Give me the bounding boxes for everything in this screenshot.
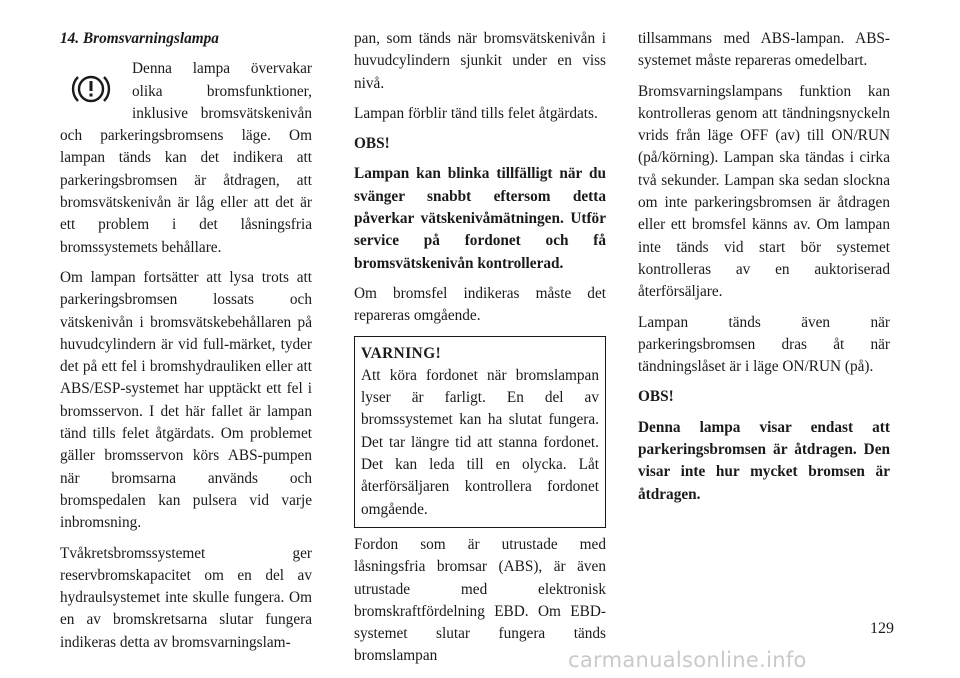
paragraph: Lampan tänds även när parkeringsbromsen dras åt när tändningslåset är i läge ON/RUN (på). (638, 313, 890, 376)
watermark: carmanualsonline.info (568, 648, 807, 672)
paragraph: tillsammans med ABS-lampan. ABS-systemet måste repareras omedelbart. (638, 30, 890, 70)
section-heading: 14. Bromsvarningslampa (60, 30, 219, 47)
column-3 (638, 28, 890, 514)
note-text: Lampan kan blinka tillfälligt när du svänger snabbt eftersom detta påverkar vätskenivåmätningen. Utför service på fordonet och få bromsvätskenivån kontrollerad. (354, 165, 606, 272)
paragraph: Lampan förblir tänd tills felet åtgärdats. (354, 104, 598, 122)
note-label: OBS! (638, 388, 674, 406)
paragraph: Tvåkretsbromssystemet ger reservbromskapacitet om en del av hydraulsystemet inte skulle fungera. Om en av bromskretsarna slutar fungera indikeras detta av bromsvarningslam- (60, 544, 312, 651)
paragraph: pan, som tänds när bromsvätskenivån i huvudcylindern sjunkit under en viss nivå. (354, 30, 606, 92)
column-2 (354, 28, 606, 676)
note-label: OBS! (354, 135, 390, 153)
warning-text: Att köra fordonet när bromslampan lyser är farligt. En del av bromssystemet kan ha slutat fungera. Det tar längre tid att stanna fordonet. Det kan leda till en olycka. Låt återförsäljaren kontrollera fordonet omgående. (361, 366, 599, 518)
brake-warning-icon-container (60, 58, 126, 124)
page-number: 129 (870, 620, 894, 637)
note-text: Denna lampa visar endast att parkeringsbromsen är åtdragen. Den visar inte hur mycket bromsen är åtdragen. (638, 418, 890, 503)
brake-warning-icon (68, 66, 114, 112)
paragraph: Fordon som är utrustade med låsningsfria bromsar (ABS), är även utrustade med elektronisk bromskraftfördelning EBD. Om EBD-systemet slutar fungera tänds bromslampan (354, 535, 606, 665)
paragraph: Denna lampa övervakar olika bromsfunktioner, inklusive bromsvätskenivån och parkeringsbromsens läge. Om lampan tänds kan det indikera att parkeringsbromsen är åtdragen, att bromsvätskenivån är låg eller att det är ett problem i det låsningsfria bromssystemets behållare. (60, 60, 312, 256)
paragraph: Om lampan fortsätter att lysa trots att parkeringsbromsen lossats och vätskenivån i bromsvätskebehållaren på huvudcylindern är vid full-märket, tyder det på ett fel i bromshydrauliken eller att ABS/ESP-systemet har upptäckt ett fel i bromsservon. I det här fallet är lampan tänd tills felet åtgärdats. Om problemet gäller bromsservon körs ABS-pumpen när bromsarna används och bromspedalen kan pulsera vid varje inbromsning. (60, 268, 312, 532)
column-1 (60, 28, 312, 662)
paragraph: Bromsvarningslampans funktion kan kontrolleras genom att tändningsnyckeln vrids från läge OFF (av) till ON/RUN (på/körning). Lampan ska tändas i cirka två sekunder. Lampan ska sedan slockna om inte parkeringsbromsen är åtdragen eller ett bromsfel känns av. Om lampan inte tänds vid start bör systemet kontrolleras av en auktoriserad återförsäljare. (638, 82, 890, 301)
paragraph: Om bromsfel indikeras måste det repareras omgående. (354, 284, 606, 325)
warning-box (354, 336, 606, 528)
warning-title: VARNING! (361, 344, 442, 362)
